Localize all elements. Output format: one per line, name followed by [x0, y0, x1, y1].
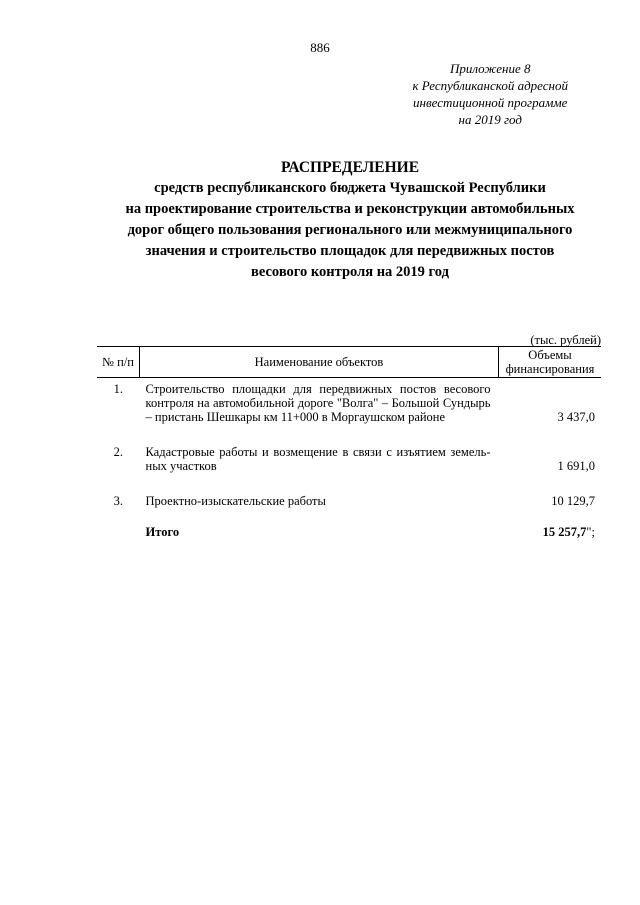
page-number: 886 — [310, 40, 330, 55]
appendix-line-4: на 2019 год — [458, 112, 522, 127]
title-line-6: весового контроля на 2019 год — [251, 264, 449, 280]
row-number: 1. — [113, 382, 123, 396]
header-name: Наименование объектов — [140, 347, 499, 378]
total-value: 15 257,7 — [542, 525, 587, 539]
units-note: (тыс. рублей) — [530, 333, 601, 347]
document-title — [0, 157, 640, 283]
title-line-5: значения и строительство площадок для передвижных постов — [145, 243, 555, 259]
title-line-4: дорог общего пользования регионального или межмуниципального — [127, 222, 573, 238]
row-name: Проектно-изыскательские работы — [145, 494, 326, 508]
appendix-line-2: к Республиканской адресной — [412, 78, 568, 93]
row-value: 1 691,0 — [557, 459, 595, 473]
total-label: Итого — [145, 525, 180, 539]
financing-table — [97, 346, 601, 539]
row-value: 3 437,0 — [557, 410, 595, 424]
row-name: Кадастровые работы и возмещение в связи с изъятием земельных участков — [145, 445, 491, 473]
table-row — [97, 378, 601, 425]
row-value: 10 129,7 — [551, 494, 595, 508]
table-row — [97, 424, 601, 473]
title-line-3: на проектирование строительства и реконструкции автомобильных — [125, 201, 575, 217]
total-row — [97, 508, 601, 539]
table-header-row — [97, 347, 601, 378]
appendix-line-1: Приложение 8 — [449, 61, 531, 76]
title-line-1: РАСПРЕДЕЛЕНИЕ — [280, 159, 420, 176]
row-name: Строительство площадки для передвижных постов весового контроля на автомобильной дороге "Волга" – Большой Сундырь – пристань Шешкары км 11+000 в Моргаушском районе — [145, 382, 491, 424]
closing-quote: "; — [586, 525, 595, 539]
row-number: 3. — [113, 494, 123, 508]
title-line-2: средств республиканского бюджета Чувашской Республики — [154, 180, 546, 196]
header-value: Объемы финансирования — [499, 347, 602, 378]
header-number: № п/п — [97, 347, 140, 378]
appendix-note — [412, 60, 568, 128]
table-row — [97, 473, 601, 508]
row-number: 2. — [113, 445, 123, 459]
appendix-line-3: инвестиционной программе — [413, 95, 568, 110]
total-cell — [499, 508, 602, 539]
